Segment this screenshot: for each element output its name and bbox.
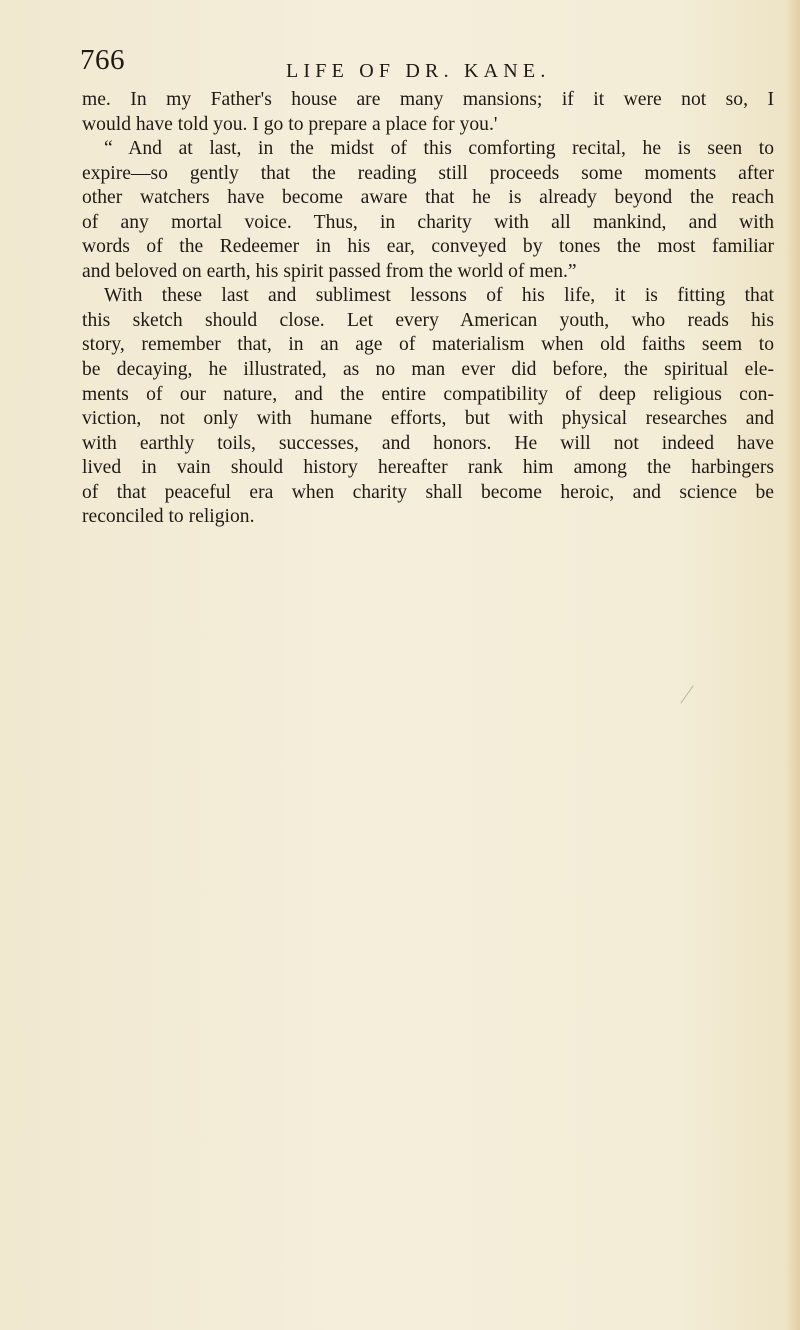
text-line: viction, not only with humane efforts, but with physical researches and — [82, 408, 774, 430]
text-line: story, remember that, in an age of materialism when old faiths seem to — [82, 334, 774, 356]
page-number: 766 — [80, 44, 125, 76]
page-edge-shading — [786, 0, 800, 1330]
text-line: with earthly toils, successes, and honors. He will not indeed have — [82, 432, 774, 454]
text-line: of any mortal voice. Thus, in charity with all mankind, and with — [82, 211, 774, 233]
text-line: expire—so gently that the reading still proceeds some moments after — [82, 162, 774, 184]
running-title: LIFE OF DR. KANE. — [286, 60, 551, 82]
text-line: of that peaceful era when charity shall become heroic, and science be — [82, 481, 774, 503]
text-line: ments of our nature, and the entire compatibility of deep religious con- — [82, 383, 774, 405]
running-head — [80, 44, 780, 94]
pencil-mark — [679, 685, 695, 705]
text-line: be decaying, he illustrated, as no man ever did before, the spiritual ele- — [82, 359, 774, 381]
text-line: this sketch should close. Let every American youth, who reads his — [82, 309, 774, 331]
text-line: reconciled to religion. — [82, 506, 255, 528]
text-line: me. In my Father's house are many mansions; if it were not so, I — [82, 89, 774, 110]
text-line: would have told you. I go to prepare a place for you.' — [82, 113, 498, 135]
text-line: words of the Redeemer in his ear, conveyed by tones the most familiar — [82, 236, 774, 258]
text-line: With these last and sublimest lessons of his life, it is fitting that — [104, 285, 774, 307]
text-line: lived in vain should history hereafter rank him among the harbingers — [82, 457, 774, 479]
text-line: and beloved on earth, his spirit passed from the world of men.” — [82, 260, 577, 282]
text-line: “ And at last, in the midst of this comforting recital, he is seen to — [104, 138, 774, 160]
body-text — [82, 88, 774, 530]
text-line: other watchers have become aware that he is already beyond the reach — [82, 187, 774, 209]
